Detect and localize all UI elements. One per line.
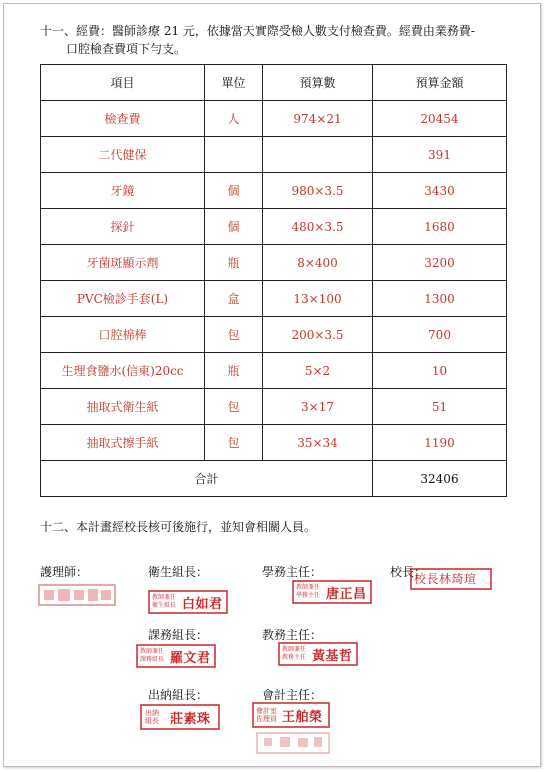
cashier-leader-label: 出納組長： (148, 688, 209, 702)
stamp-name: 校長林琦瑄 (414, 572, 477, 586)
cell-unit: 包 (205, 389, 263, 425)
table-total-row (41, 461, 507, 497)
stamp-name: 唐正昌 (326, 587, 367, 602)
cell-unit: 瓶 (205, 245, 263, 281)
section-11-line1: 十一、經費：醫師診療 21 元，依據當天實際受檢人數支付檢查費。經費由業務費- (40, 24, 475, 38)
cell-budget: 480×3.5 (263, 209, 373, 245)
stamp-title-1: 出納 (145, 709, 159, 717)
cell-unit: 包 (205, 317, 263, 353)
cell-item: 探針 (41, 209, 205, 245)
cell-amount: 391 (373, 137, 507, 173)
col-header-item: 項目 (41, 65, 205, 101)
stamp-name: 白如君 (182, 597, 223, 612)
cell-item: 抽取式衛生紙 (41, 389, 205, 425)
cell-unit: 包 (205, 425, 263, 461)
col-header-amount: 預算金額 (373, 65, 507, 101)
stamp-title-2: 教務主任 (282, 654, 307, 661)
principal-stamp (410, 568, 492, 590)
stamp-title-1: 教師兼任 (282, 646, 307, 653)
cell-amount: 1300 (373, 281, 507, 317)
health-leader-label: 衛生組長： (148, 565, 209, 579)
cell-amount: 51 (373, 389, 507, 425)
stamp-title-2: 佐理員 (256, 715, 277, 723)
cell-budget (263, 137, 373, 173)
cell-amount: 20454 (373, 101, 507, 137)
stamp-name: 羅文君 (170, 651, 211, 666)
stamp-title-2: 組長 (145, 717, 159, 725)
cell-amount: 1190 (373, 425, 507, 461)
cell-item: 牙菌斑顯示劑 (41, 245, 205, 281)
nurse-stamp-faded (38, 584, 116, 606)
cell-item: 口腔棉棒 (41, 317, 205, 353)
cell-unit: 個 (205, 209, 263, 245)
faded-stamp-graphic (38, 584, 116, 606)
cell-unit: 人 (205, 101, 263, 137)
cell-budget: 974×21 (263, 101, 373, 137)
cashier-leader-stamp (140, 704, 220, 730)
teaching-director-stamp (278, 642, 358, 666)
cell-budget: 8×400 (263, 245, 373, 281)
stamp-title-2: 學務主任 (296, 592, 321, 599)
table-row (41, 137, 507, 173)
cell-item: 檢查費 (41, 101, 205, 137)
accounting-director-label: 會計主任： (262, 688, 323, 702)
cell-budget: 980×3.5 (263, 173, 373, 209)
cell-amount: 1680 (373, 209, 507, 245)
table-row (41, 281, 507, 317)
cell-amount: 10 (373, 353, 507, 389)
table-row (41, 317, 507, 353)
cell-amount: 700 (373, 317, 507, 353)
cell-budget: 35×34 (263, 425, 373, 461)
health-leader-stamp (148, 590, 228, 614)
table-row (41, 389, 507, 425)
faded-stamp-bottom (256, 732, 330, 754)
table-row (41, 425, 507, 461)
faded-stamp-graphic (256, 732, 330, 754)
cell-item: 牙鏡 (41, 173, 205, 209)
cell-unit (205, 137, 263, 173)
total-value: 32406 (373, 461, 507, 497)
stamp-name: 王舶榮 (282, 710, 323, 725)
cell-item: PVC檢診手套(L) (41, 281, 205, 317)
stamp-title-1: 教師兼任 (296, 584, 321, 591)
cell-unit: 個 (205, 173, 263, 209)
total-label: 合計 (41, 461, 373, 497)
table-row (41, 173, 507, 209)
col-header-unit: 單位 (205, 65, 263, 101)
cell-unit: 盒 (205, 281, 263, 317)
section-12: 十二、本計畫經校長核可後施行，並知會相關人員。 (40, 520, 317, 534)
table-header-row (41, 65, 507, 101)
table-row (41, 245, 507, 281)
stamp-name: 莊素珠 (170, 712, 211, 727)
table-row (41, 101, 507, 137)
stamp-name: 黃基哲 (312, 649, 353, 664)
teaching-director-label: 教務主任： (262, 628, 323, 642)
table-row (41, 353, 507, 389)
cell-amount: 3200 (373, 245, 507, 281)
curriculum-leader-stamp (136, 644, 216, 668)
table-row (41, 209, 507, 245)
cell-amount: 3430 (373, 173, 507, 209)
budget-table (40, 64, 507, 497)
cell-item: 二代健保 (41, 137, 205, 173)
cell-budget: 3×17 (263, 389, 373, 425)
stamp-title-2: 課務組長 (140, 656, 165, 663)
cell-budget: 5×2 (263, 353, 373, 389)
stamp-title-1: 教師兼任 (140, 648, 165, 655)
cell-item: 抽取式擦手紙 (41, 425, 205, 461)
cell-item: 生理食鹽水(信東)20cc (41, 353, 205, 389)
col-header-budget: 預算數 (263, 65, 373, 101)
stamp-title-2: 衛生組長 (152, 602, 177, 609)
curriculum-leader-label: 課務組長： (148, 628, 209, 642)
stamp-title-1: 會計室 (256, 707, 277, 715)
principal-label: 校長： (390, 565, 427, 579)
nurse-label: 護理師： (40, 565, 89, 579)
academic-director-stamp (292, 580, 372, 604)
stamp-title-1: 教師兼任 (152, 594, 177, 601)
cell-budget: 13×100 (263, 281, 373, 317)
accounting-director-stamp (252, 702, 330, 728)
section-11-line2: 口腔檢查費項下勻支。 (66, 42, 187, 56)
cell-budget: 200×3.5 (263, 317, 373, 353)
cell-unit: 瓶 (205, 353, 263, 389)
academic-director-label: 學務主任： (262, 565, 323, 579)
